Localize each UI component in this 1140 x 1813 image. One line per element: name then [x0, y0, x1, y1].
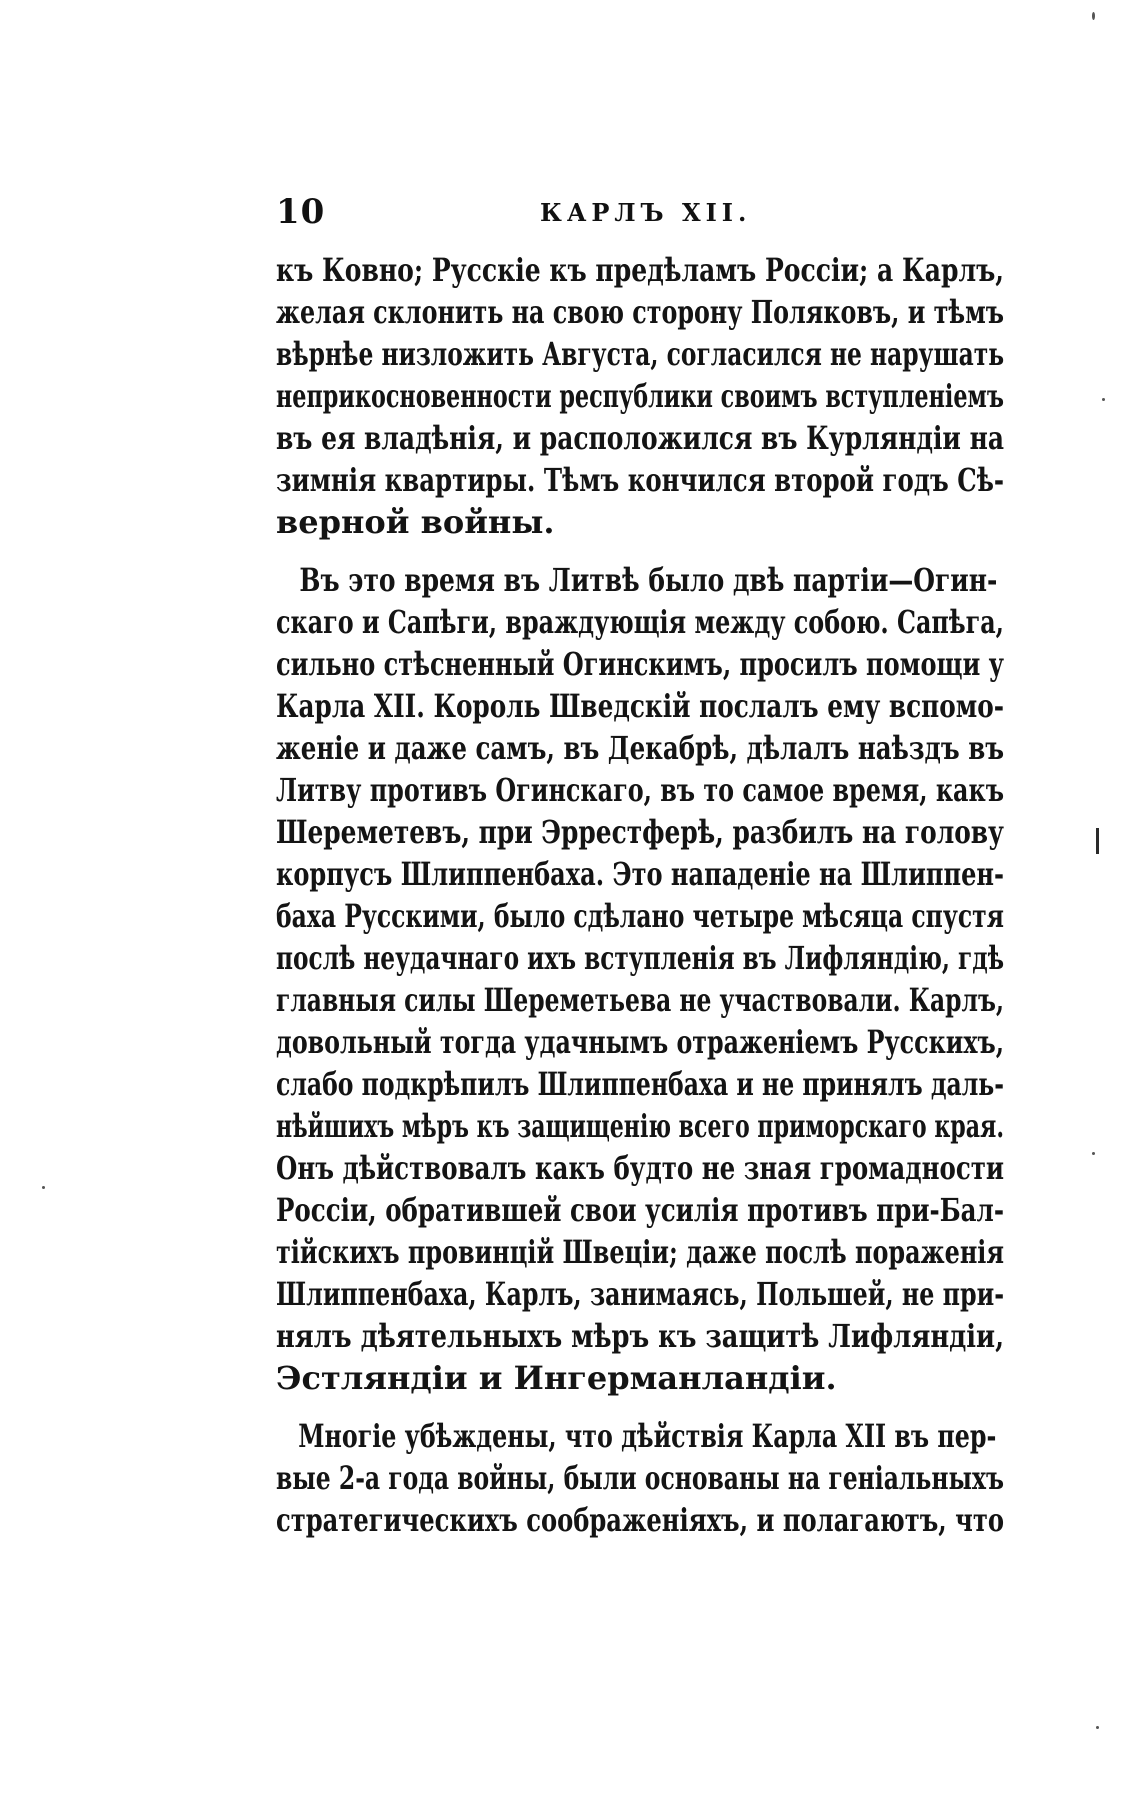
running-head: КАРЛЪ XII. [540, 198, 752, 227]
text-line: Эстляндіи и Ингерманландіи. [276, 1359, 837, 1397]
text-line: Въ это время въ Литвѣ было двѣ партіи—Огин- [299, 561, 998, 599]
text-line: Шлиппенбаха, Карлъ, занимаясь, Польшей, не при- [276, 1275, 1005, 1313]
text-line: главныя силы Шереметьева не участвовали. Карлъ, [276, 981, 1005, 1019]
text-line: зимнія квартиры. Тѣмъ кончился второй годъ Сѣ- [276, 461, 1005, 499]
text-line: нѣйшихъ мѣръ къ защищенію всего приморскаго края. [276, 1107, 1004, 1145]
text-line: Шереметевъ, при Эррестферѣ, разбилъ на голову [276, 813, 1004, 851]
text-line: верной войны. [276, 503, 555, 541]
text-line: вые 2-а года войны, были основаны на геніальныхъ [276, 1459, 1004, 1497]
scan-speck [42, 1186, 45, 1189]
text-line: Многіе убѣждены, что дѣйствія Карла XII въ пер- [298, 1417, 997, 1455]
text-line: довольный тогда удачнымъ отраженіемъ Русскихъ, [276, 1023, 1004, 1061]
text-line: Россіи, обратившей свои усилія противъ при-Бал- [276, 1191, 1004, 1229]
text-line: скаго и Сапѣги, враждующія между собою. Сапѣга, [276, 603, 1004, 641]
text-line: желая склонить на свою сторону Поляковъ, и тѣмъ [276, 293, 1004, 331]
text-line: сильно стѣсненный Огинскимъ, просилъ помощи у [276, 645, 1004, 683]
page-header [276, 192, 1006, 236]
text-line: въ ея владѣнія, и расположился въ Курляндіи на [276, 419, 1004, 457]
text-line: слабо подкрѣпилъ Шлиппенбаха и не принялъ даль- [276, 1065, 1005, 1103]
scan-speck [1092, 12, 1095, 20]
text-line: нялъ дѣятельныхъ мѣръ къ защитѣ Лифляндіи, [276, 1317, 1005, 1355]
text-line: къ Ковно; Русскіе къ предѣламъ Россіи; а Карлъ, [276, 251, 1005, 289]
scan-speck [1092, 1152, 1095, 1155]
text-line: корпусъ Шлиппенбаха. Это нападеніе на Шлиппен- [276, 855, 1005, 893]
text-line: вѣрнѣе низложить Августа, согласился не нарушать [276, 335, 1005, 373]
text-line: послѣ неудачнаго ихъ вступленія въ Лифляндію, гдѣ [276, 939, 1005, 977]
text-line: Литву противъ Огинскаго, въ то самое время, какъ [276, 771, 1005, 809]
scan-speck [1096, 1726, 1099, 1729]
page-edge-mark [1096, 828, 1099, 854]
text-line: тійскихъ провинцій Швеціи; даже послѣ пораженія [276, 1233, 1005, 1271]
text-line: женіе и даже самъ, въ Декабрѣ, дѣлалъ наѣздъ въ [276, 729, 1005, 767]
text-line: неприкосновенности республики своимъ вступленіемъ [276, 377, 1004, 415]
text-line: Онъ дѣйствовалъ какъ будто не зная громадности [276, 1149, 1005, 1187]
page-number: 10 [276, 192, 326, 232]
text-line: баха Русскими, было сдѣлано четыре мѣсяца спустя [276, 897, 1004, 935]
text-line: Карла XII. Король Шведскій послалъ ему вспомо- [276, 687, 1004, 725]
scan-speck [1102, 398, 1105, 401]
text-line: стратегическихъ соображеніяхъ, и полагаютъ, что [276, 1501, 1005, 1539]
